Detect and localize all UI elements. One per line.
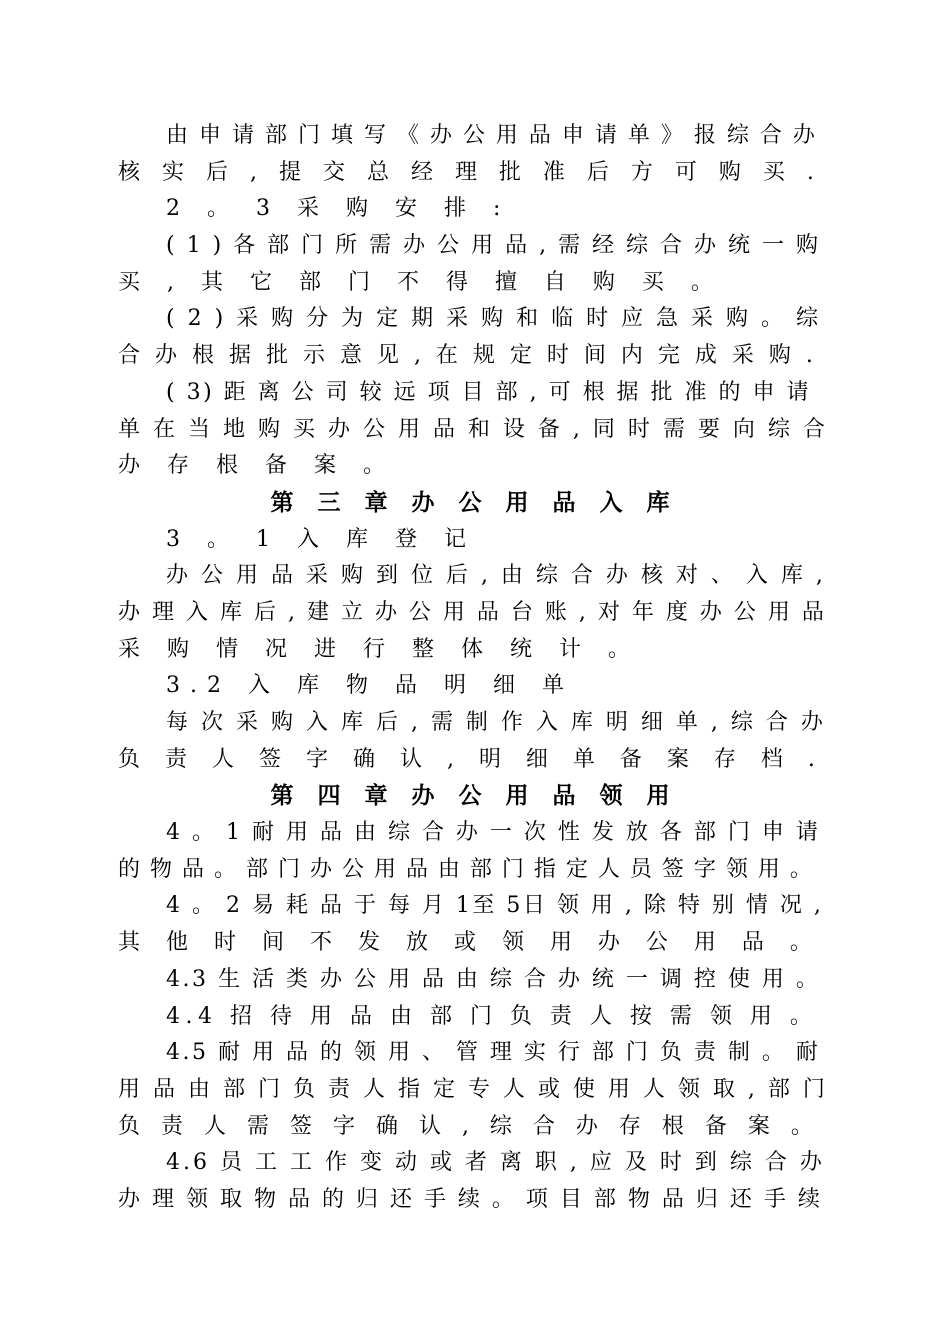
text-line: 4.5 耐 用 品 的 领 用 、 管 理 实 行 部 门 负 责 制 。 耐 <box>166 1040 821 1066</box>
text-line: 4.3 生 活 类 办 公 用 品 由 综 合 办 统 一 调 控 使 用 。 <box>166 966 821 992</box>
document-page <box>118 118 830 1219</box>
text-line: 4 。 1 耐 用 品 由 综 合 办 一 次 性 发 放 各 部 门 申 请 <box>166 820 821 846</box>
text-line: 每 次 采 购 入 库 后 , 需 制 作 入 库 明 细 单 , 综 合 办 <box>166 710 826 735</box>
text-line: 核 实 后 , 提 交 总 经 理 批 准 后 方 可 购 买 . <box>118 159 822 185</box>
section-line: 3.2 入 库 物 品 明 细 单 <box>166 673 574 699</box>
text-line: 4.4 招 待 用 品 由 部 门 负 责 人 按 需 领 用 。 <box>166 1003 818 1029</box>
text-line: 负 责 人 需 签 字 确 认 , 综 合 办 存 根 备 案 。 <box>118 1113 820 1139</box>
text-line: 由 申 请 部 门 填 写 《 办 公 用 品 申 请 单 》 报 综 合 办 <box>166 123 817 148</box>
text-line: 的 物 品 。 部 门 办 公 用 品 由 部 门 指 定 人 员 签 字 领 用 。 <box>118 856 814 882</box>
chapter-heading: 第 四 章 办 公 用 品 领 用 <box>270 783 678 810</box>
text-line: 办 公 用 品 采 购 到 位 后 , 由 综 合 办 核 对 、 入 库 , <box>166 563 826 589</box>
text-line: 办 理 入 库 后 , 建 立 办 公 用 品 台 账 , 对 年 度 办 公 用 品 <box>118 599 827 625</box>
text-line: 4.6 员 工 工 作 变 动 或 者 离 职 , 应 及 时 到 综 合 办 <box>166 1150 825 1176</box>
text-line: 办 理 领 取 物 品 的 归 还 手 续 。 项 目 部 物 品 归 还 手 续 <box>118 1186 823 1212</box>
text-line: 买 , 其 它 部 门 不 得 擅 自 购 买 。 <box>118 269 723 295</box>
text-line: 用 品 由 部 门 负 责 人 指 定 专 人 或 使 用 人 领 取 , 部 门 <box>118 1076 828 1102</box>
text-line: 其 他 时 间 不 发 放 或 领 用 办 公 用 品 。 <box>118 930 822 956</box>
text-line: ( 2 ) 采 购 分 为 定 期 采 购 和 临 时 应 急 采 购 。 综 <box>166 306 822 332</box>
section-line: 3 。 1 入 库 登 记 <box>166 526 476 552</box>
text-line: 采 购 情 况 进 行 整 体 统 计 。 <box>118 636 640 662</box>
chapter-heading: 第 三 章 办 公 用 品 入 库 <box>270 489 678 516</box>
text-line: ( 3) 距 离 公 司 较 远 项 目 部 , 可 根 据 批 准 的 申 请 <box>166 379 812 405</box>
text-line: 单 在 当 地 购 买 办 公 用 品 和 设 备 , 同 时 需 要 向 综 合 <box>118 416 828 442</box>
text-line: 负 责 人 签 字 确 认 , 明 细 单 备 案 存 档 . <box>118 746 824 772</box>
section-line: 2 。 3 采 购 安 排 : <box>166 196 511 222</box>
text-line: 合 办 根 据 批 示 意 见 , 在 规 定 时 间 内 完 成 采 购 . <box>118 343 817 369</box>
text-line: 4 。 2 易 耗 品 于 每 月 1至 5日 领 用 , 除 特 别 情 况 , <box>166 893 824 919</box>
text-line: ( 1 ) 各 部 门 所 需 办 公 用 品 , 需 经 综 合 办 统 一 购 <box>166 233 821 259</box>
text-line: 办 存 根 备 案 。 <box>118 453 395 479</box>
